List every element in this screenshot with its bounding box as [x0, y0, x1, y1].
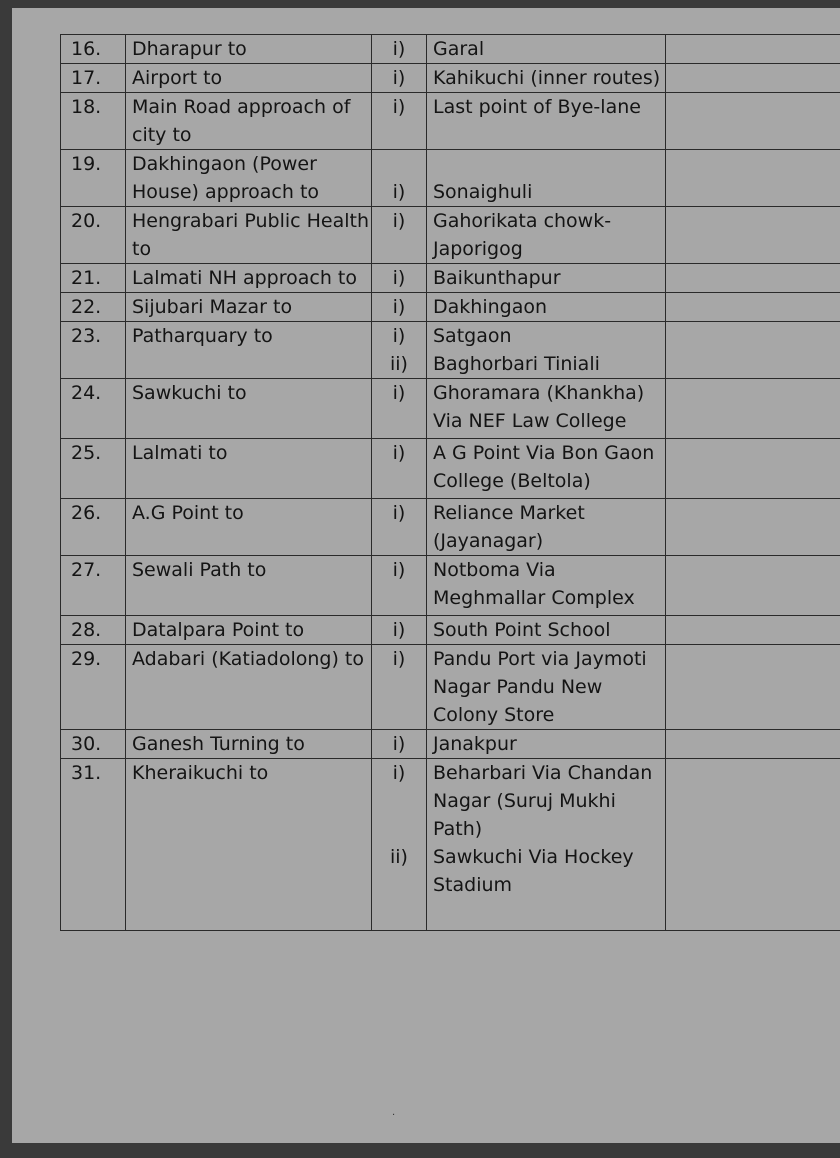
row-number-cell: [61, 207, 126, 264]
origin-cell: [126, 207, 372, 264]
sub-index-cell: [372, 616, 427, 645]
row-number-cell: [61, 499, 126, 556]
destination-line: Sawkuchi Via Hockey: [433, 846, 634, 868]
row-number: 29.: [71, 648, 102, 670]
origin-line: Dakhingaon (Power: [132, 153, 317, 175]
blank-column-cell: [666, 322, 840, 379]
table-row: [61, 293, 840, 322]
destination-line: A G Point Via Bon Gaon: [433, 442, 655, 464]
destination-line: Stadium: [433, 874, 513, 896]
origin-cell: [126, 93, 372, 150]
table-row: [61, 150, 840, 207]
sub-index-cell: [372, 379, 427, 439]
destination-line: Janakpur: [433, 733, 517, 755]
destination-cell: [427, 379, 666, 439]
row-number-cell: [61, 379, 126, 439]
destination-line: Meghmallar Complex: [433, 587, 635, 609]
row-number: 16.: [71, 38, 102, 60]
destination-line: Dakhingaon: [433, 296, 548, 318]
destination-line: Notboma Via: [433, 559, 556, 581]
origin-cell: [126, 439, 372, 499]
sub-index: i): [392, 382, 406, 404]
sub-index: i): [392, 38, 406, 60]
table-row: [61, 499, 840, 556]
blank-column-cell: [666, 556, 840, 616]
sub-index: i): [392, 67, 406, 89]
destination-line: Garal: [433, 38, 485, 60]
sub-index: i): [392, 296, 406, 318]
sub-index: i): [392, 559, 406, 581]
sub-index-cell: [372, 645, 427, 730]
destination-cell: [427, 499, 666, 556]
origin-line: Lalmati to: [132, 442, 228, 464]
origin-cell: [126, 64, 372, 93]
row-number: 22.: [71, 296, 102, 318]
sub-index: i): [392, 210, 406, 232]
row-number: 19.: [71, 153, 102, 175]
destination-line: Gahorikata chowk-: [433, 210, 612, 232]
sub-index-cell: [372, 322, 427, 379]
destination-line: College (Beltola): [433, 470, 591, 492]
origin-line: Dharapur to: [132, 38, 247, 60]
row-number-cell: [61, 322, 126, 379]
destination-cell: [427, 616, 666, 645]
origin-cell: [126, 616, 372, 645]
sub-index-cell: [372, 556, 427, 616]
destination-line: Nagar Pandu New: [433, 676, 603, 698]
destination-line: Colony Store: [433, 704, 555, 726]
blank-column-cell: [666, 499, 840, 556]
origin-cell: [126, 150, 372, 207]
table-row: [61, 264, 840, 293]
sub-index-cell: [372, 759, 427, 931]
sub-index: ii): [390, 846, 408, 868]
destination-line: Path): [433, 818, 483, 840]
destination-cell: [427, 35, 666, 64]
origin-line: Lalmati NH approach to: [132, 267, 357, 289]
destination-line: Pandu Port via Jaymoti: [433, 648, 647, 670]
row-number-cell: [61, 759, 126, 931]
row-number-cell: [61, 616, 126, 645]
origin-cell: [126, 499, 372, 556]
sub-index-cell: [372, 439, 427, 499]
destination-line: [433, 150, 659, 178]
blank-column-cell: [666, 730, 840, 759]
origin-line: city to: [132, 124, 192, 146]
sub-index-cell: [372, 35, 427, 64]
destination-line: Baghorbari Tiniali: [433, 353, 600, 375]
destination-line: Satgaon: [433, 325, 512, 347]
origin-cell: [126, 759, 372, 931]
destination-line: Baikunthapur: [433, 267, 561, 289]
origin-line: Adabari (Katiadolong) to: [132, 648, 364, 670]
row-number-cell: [61, 293, 126, 322]
blank-column-cell: [666, 93, 840, 150]
origin-cell: [126, 293, 372, 322]
origin-line: Main Road approach of: [132, 96, 351, 118]
destination-cell: [427, 150, 666, 207]
destination-cell: [427, 293, 666, 322]
row-number: 21.: [71, 267, 102, 289]
destination-cell: [427, 730, 666, 759]
sub-index-cell: [372, 264, 427, 293]
row-number-cell: [61, 93, 126, 150]
row-number-cell: [61, 556, 126, 616]
destination-line: Last point of Bye-lane: [433, 96, 641, 118]
origin-line: Airport to: [132, 67, 223, 89]
destination-line: Via NEF Law College: [433, 410, 627, 432]
destination-cell: [427, 64, 666, 93]
origin-line: Sijubari Mazar to: [132, 296, 293, 318]
row-number: 18.: [71, 96, 102, 118]
sub-index: [372, 150, 426, 178]
row-number-cell: [61, 645, 126, 730]
destination-line: Kahikuchi (inner routes): [433, 67, 661, 89]
row-number-cell: [61, 730, 126, 759]
row-number: 31.: [71, 762, 102, 784]
row-number: 25.: [71, 442, 102, 464]
destination-line: South Point School: [433, 619, 611, 641]
destination-line: (Jayanagar): [433, 530, 544, 552]
table-row: [61, 322, 840, 379]
origin-line: Sawkuchi to: [132, 382, 247, 404]
row-number: 26.: [71, 502, 102, 524]
destination-line: Sonaighuli: [433, 181, 533, 203]
row-number: 20.: [71, 210, 102, 232]
sub-index-cell: [372, 499, 427, 556]
destination-cell: [427, 645, 666, 730]
row-number: 30.: [71, 733, 102, 755]
blank-column-cell: [666, 645, 840, 730]
blank-column-cell: [666, 35, 840, 64]
blank-column-cell: [666, 264, 840, 293]
origin-line: A.G Point to: [132, 502, 244, 524]
destination-cell: [427, 93, 666, 150]
row-number: 23.: [71, 325, 102, 347]
destination-line: Japorigog: [433, 238, 523, 260]
origin-line: Patharquary to: [132, 325, 273, 347]
blank-column-cell: [666, 207, 840, 264]
row-number: 17.: [71, 67, 102, 89]
blank-column-cell: [666, 64, 840, 93]
origin-cell: [126, 264, 372, 293]
sub-index: i): [392, 733, 406, 755]
table-row: [61, 379, 840, 439]
table-row: [61, 439, 840, 499]
origin-cell: [126, 556, 372, 616]
origin-cell: [126, 35, 372, 64]
table-row: [61, 556, 840, 616]
sub-index: i): [392, 762, 406, 784]
row-number-cell: [61, 150, 126, 207]
sub-index: ii): [390, 353, 408, 375]
row-number: 24.: [71, 382, 102, 404]
destination-line: Nagar (Suruj Mukhi: [433, 790, 616, 812]
sub-index: i): [392, 648, 406, 670]
destination-cell: [427, 439, 666, 499]
sub-index: [372, 787, 426, 815]
origin-line: Kheraikuchi to: [132, 762, 269, 784]
origin-line: Sewali Path to: [132, 559, 267, 581]
row-number-cell: [61, 64, 126, 93]
sub-index: i): [392, 619, 406, 641]
origin-line: Hengrabari Public Health: [132, 210, 370, 232]
blank-column-cell: [666, 439, 840, 499]
destination-cell: [427, 207, 666, 264]
row-number-cell: [61, 264, 126, 293]
row-number-cell: [61, 35, 126, 64]
origin-cell: [126, 322, 372, 379]
destination-cell: [427, 264, 666, 293]
sub-index-cell: [372, 150, 427, 207]
blank-column-cell: [666, 150, 840, 207]
blank-column-cell: [666, 293, 840, 322]
row-number: 28.: [71, 619, 102, 641]
table-row: [61, 730, 840, 759]
sub-index: i): [392, 181, 406, 203]
origin-line: to: [132, 238, 152, 260]
blank-column-cell: [666, 616, 840, 645]
destination-line: Beharbari Via Chandan: [433, 762, 653, 784]
origin-line: Ganesh Turning to: [132, 733, 305, 755]
blank-column-cell: [666, 379, 840, 439]
sub-index: i): [392, 96, 406, 118]
destination-cell: [427, 556, 666, 616]
table-row: [61, 64, 840, 93]
destination-line: Ghoramara (Khankha): [433, 382, 645, 404]
destination-line: Reliance Market: [433, 502, 585, 524]
destination-cell: [427, 322, 666, 379]
row-number: 27.: [71, 559, 102, 581]
sub-index-cell: [372, 730, 427, 759]
sub-index: i): [392, 267, 406, 289]
sub-index: i): [392, 442, 406, 464]
row-number-cell: [61, 439, 126, 499]
table-row: [61, 616, 840, 645]
origin-cell: [126, 730, 372, 759]
blank-column-cell: [666, 759, 840, 931]
table-row: [61, 93, 840, 150]
table-row: [61, 759, 840, 931]
table-row: [61, 645, 840, 730]
origin-line: House) approach to: [132, 181, 320, 203]
table-row: [61, 35, 840, 64]
origin-cell: [126, 645, 372, 730]
sub-index: i): [392, 502, 406, 524]
sub-index-cell: [372, 207, 427, 264]
origin-line: Datalpara Point to: [132, 619, 305, 641]
origin-cell: [126, 379, 372, 439]
sub-index: [372, 815, 426, 843]
route-table: [60, 34, 840, 931]
sub-index-cell: [372, 293, 427, 322]
destination-cell: [427, 759, 666, 931]
page-mark: ·: [392, 1110, 396, 1121]
sub-index-cell: [372, 64, 427, 93]
sub-index: i): [392, 325, 406, 347]
table-row: [61, 207, 840, 264]
sub-index-cell: [372, 93, 427, 150]
